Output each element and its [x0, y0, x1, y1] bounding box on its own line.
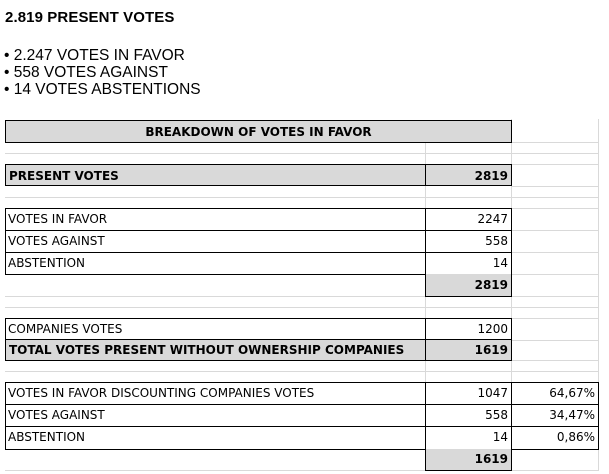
present-votes-label: PRESENT VOTES [5, 164, 426, 186]
table-row-label: ABSTENTION [8, 430, 86, 444]
gridline [5, 371, 599, 372]
summary-in-favor: • 2.247 VOTES IN FAVOR [4, 47, 185, 64]
table-row-value: 558 [485, 234, 508, 248]
table-row-label: VOTES AGAINST [8, 408, 105, 422]
table-row-label: ABSTENTION [8, 256, 86, 270]
table-row-value: 2247 [477, 212, 508, 226]
table-row-value: 558 [485, 408, 508, 422]
table-row-label: VOTES IN FAVOR [8, 212, 108, 226]
gridline [511, 274, 599, 275]
table-row-percent: 64,67% [549, 386, 595, 400]
page-title: 2.819 PRESENT VOTES [5, 9, 175, 26]
gridline [5, 307, 599, 308]
gridline [511, 340, 599, 341]
gridline [5, 153, 599, 154]
table-row-label: VOTES AGAINST [8, 234, 105, 248]
section1-total: 2819 [425, 274, 512, 297]
table-row-value: 14 [492, 430, 508, 444]
table-row-value: 1047 [477, 386, 508, 400]
gridline [5, 296, 425, 297]
companies-votes-value: 1200 [477, 322, 508, 336]
table-header: BREAKDOWN OF VOTES IN FAVOR [5, 120, 512, 143]
table-row-label: VOTES IN FAVOR DISCOUNTING COMPANIES VOTES [8, 386, 315, 400]
gridline [511, 296, 599, 297]
gridline [5, 197, 599, 198]
section3-total: 1619 [425, 449, 512, 471]
summary-against: • 558 VOTES AGAINST [4, 64, 168, 81]
gridline [511, 186, 599, 187]
table-row-percent: 34,47% [549, 408, 595, 422]
without-companies-label: TOTAL VOTES PRESENT WITHOUT OWNERSHIP COMPANIES [6, 340, 425, 360]
gridline [511, 318, 599, 319]
gridline [511, 230, 599, 231]
companies-votes-label: COMPANIES VOTES [8, 322, 123, 336]
without-companies-value: 1619 [426, 340, 511, 360]
gridline [511, 252, 599, 253]
table-row-value: 14 [492, 256, 508, 270]
gridline [511, 360, 599, 361]
gridline [511, 208, 599, 209]
gridline [511, 164, 599, 165]
summary-abstentions: • 14 VOTES ABSTENTIONS [4, 81, 201, 98]
table-row-percent: 0,86% [556, 430, 595, 444]
present-votes-value: 2819 [425, 164, 512, 186]
